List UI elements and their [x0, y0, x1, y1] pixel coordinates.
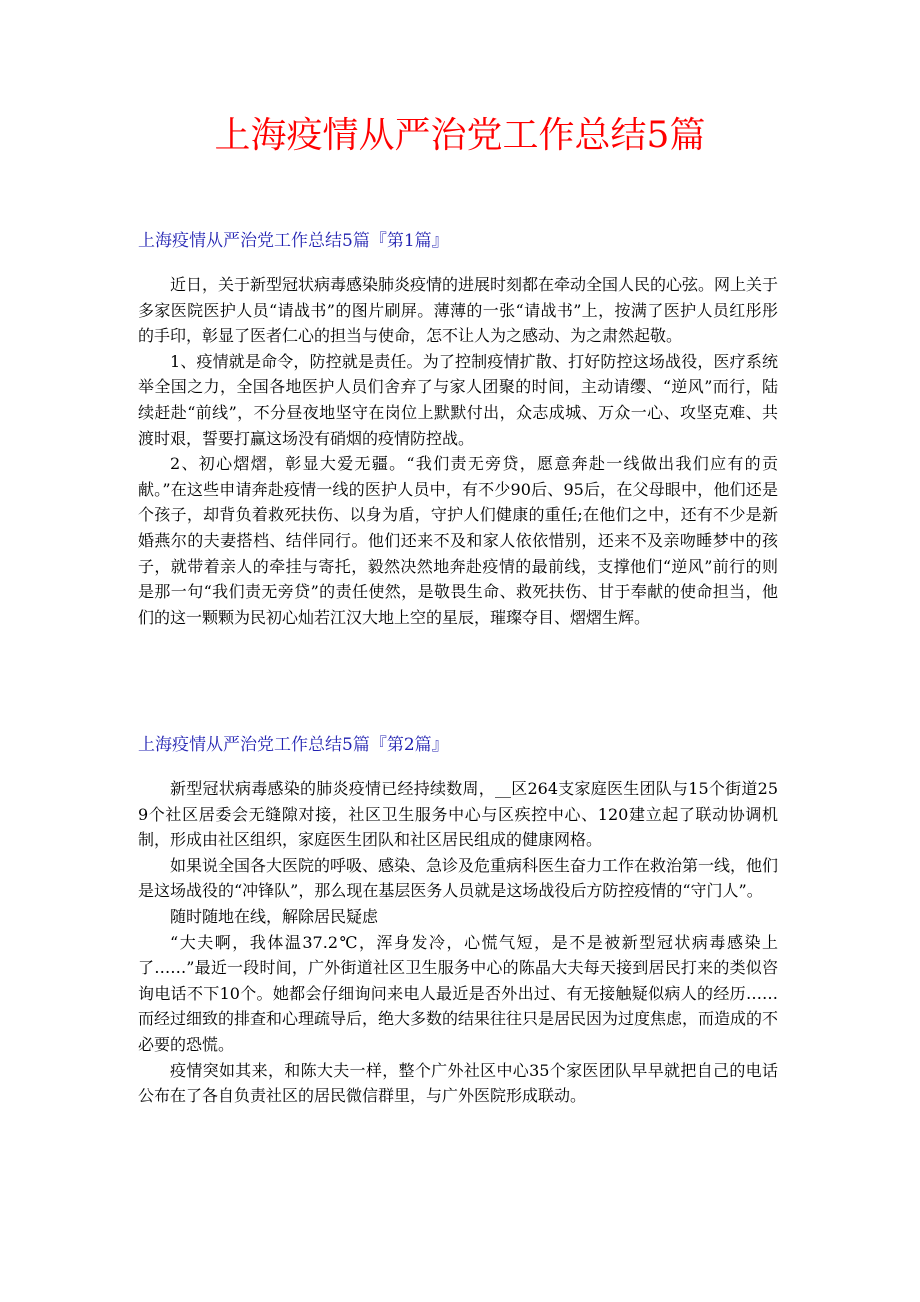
section-heading-2: 上海疫情从严治党工作总结5篇『第2篇』: [138, 735, 449, 755]
paragraph: 疫情突如其来，和陈大夫一样，整个广外社区中心35个家医团队早早就把自己的电话公布在了各自负责社区的居民微信群里，与广外医院形成联动。: [138, 1060, 778, 1106]
document-title: 上海疫情从严治党工作总结5篇: [214, 115, 706, 156]
paragraph: 如果说全国各大医院的呼吸、感染、急诊及危重病科医生奋力工作在救治第一线，他们是这场战役的“冲锋队”，那么现在基层医务人员就是这场战役后方防控疫情的“守门人”。: [138, 855, 779, 901]
paragraph: 新型冠状病毒感染的肺炎疫情已经持续数周，__区264支家庭医生团队与15个街道259个社区居委会无缝隙对接，社区卫生服务中心与区疾控中心、120建立起了联动协调机制，形成由社区组织，家庭医生团队和社区居民组成的健康网格。: [138, 779, 778, 850]
paragraph: 1、疫情就是命令，防控就是责任。为了控制疫情扩散、打好防控这场战役，医疗系统举全国之力，全国各地医护人员们舍弃了与家人团聚的时间，主动请缨、“逆风”而行，陆续赶赴“前线”，不分昼夜地坚守在岗位上默默付出，众志成城、万众一心、攻坚克难、共渡时艰，誓要打赢这场没有硝烟的疫情防控战。: [138, 351, 778, 448]
section-heading-1: 上海疫情从严治党工作总结5篇『第1篇』: [138, 231, 449, 251]
paragraph: 近日，关于新型冠状病毒感染肺炎疫情的进展时刻都在牵动全国人民的心弦。网上关于多家医院医护人员“请战书”的图片刷屏。薄薄的一张“请战书”上，按满了医护人员红彤彤的手印，彰显了医者仁心的担当与使命，怎不让人为之感动、为之肃然起敬。: [138, 275, 779, 346]
section-body-2: [138, 776, 778, 1109]
section-body-1: [138, 272, 778, 630]
paragraph: “大夫啊，我体温37.2℃，浑身发冷，心慌气短，是不是被新型冠状病毒感染上了……”最近一段时间，广外街道社区卫生服务中心的陈晶大夫每天接到居民打来的类似咨询电话不下10个。她都会仔细询问来电人最近是否外出过、有无接触疑似病人的经历……而经过细致的排查和心理疏导后，绝大多数的结果往往只是居民因为过度焦虑，而造成的不必要的恐慌。: [138, 932, 779, 1054]
paragraph: 2、初心熠熠，彰显大爱无疆。“我们责无旁贷，愿意奔赴一线做出我们应有的贡献。”在这些申请奔赴疫情一线的医护人员中，有不少90后、95后，在父母眼中，他们还是个孩子，却背负着救死扶伤、以身为盾，守护人们健康的重任;在他们之中，还有不少是新婚燕尔的夫妻搭档、结伴同行。他们还来不及和家人依依惜别，还来不及亲吻睡梦中的孩子，就带着亲人的牵挂与寄托，毅然决然地奔赴疫情的最前线，支撑他们“逆风”前行的则是那一句“我们责无旁贷”的责任使然，是敬畏生命、救死扶伤、甘于奉献的使命担当，他们的这一颗颗为民初心灿若江汉大地上空的星辰，璀璨夺目、熠熠生辉。: [138, 454, 778, 627]
paragraph: 随时随地在线，解除居民疑虑: [170, 906, 379, 926]
